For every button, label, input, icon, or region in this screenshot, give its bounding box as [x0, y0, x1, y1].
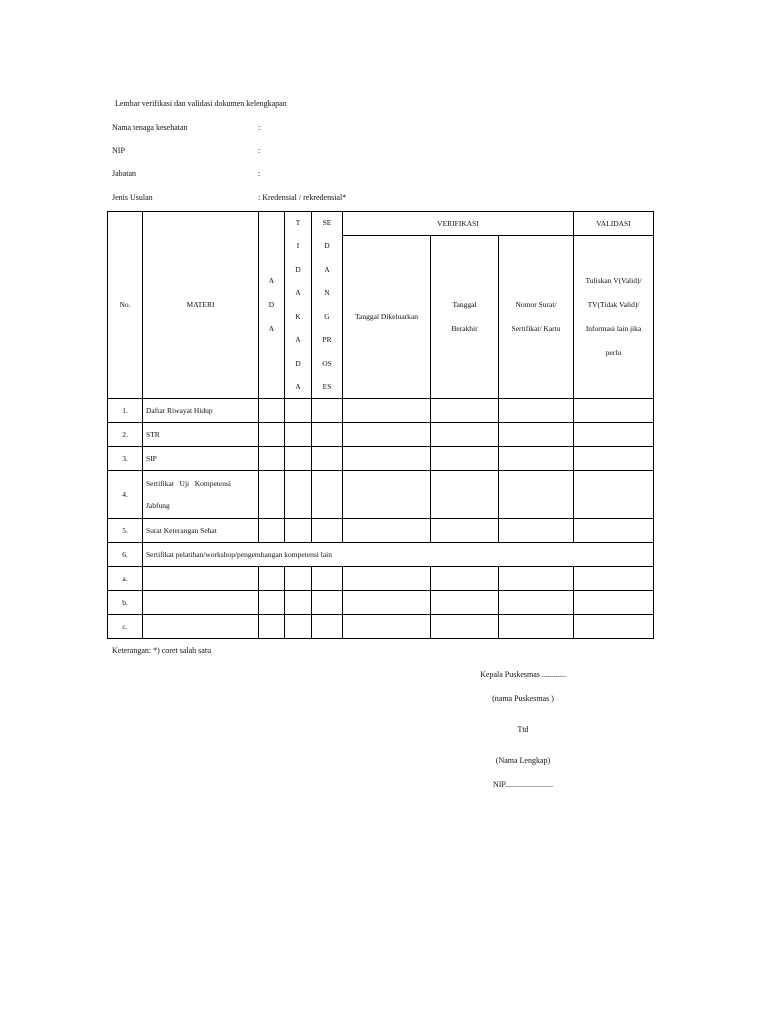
cell-validasi[interactable] [574, 519, 654, 543]
row-no: a. [108, 567, 143, 591]
field-value-nip: : [258, 146, 261, 155]
row-no: 1. [108, 399, 143, 423]
row-materi: Sertifikat pelatihan/workshop/pengembangan kompetensi lain [143, 543, 654, 567]
cell-tanggal-berakhir[interactable] [431, 567, 499, 591]
field-label-jabatan: Jabatan [112, 169, 136, 178]
header-validasi: VALIDASI [574, 212, 654, 236]
cell-tanggal-dikeluarkan[interactable] [343, 615, 431, 639]
cell-tanggal-dikeluarkan[interactable] [343, 519, 431, 543]
row-no: 2. [108, 423, 143, 447]
cell-tanggal-dikeluarkan[interactable] [343, 471, 431, 519]
cell-sedang-proses[interactable] [312, 399, 343, 423]
header-sedang-proses-char: A [324, 264, 330, 274]
header-validasi-line: perlu [605, 348, 622, 357]
row-materi[interactable] [143, 615, 259, 639]
field-label-nama: Nama tenaga kesehatan [112, 123, 188, 132]
header-sedang-proses-char: N [324, 288, 330, 298]
cell-validasi[interactable] [574, 447, 654, 471]
table-row [108, 543, 654, 567]
header-verifikasi: VERIFIKASI [343, 212, 574, 236]
cell-nomor-surat[interactable] [499, 471, 574, 519]
row-materi: SIP [143, 447, 259, 471]
header-tidak-ada-char: A [295, 288, 301, 298]
row-no: 3. [108, 447, 143, 471]
header-tanggal-berakhir [431, 236, 499, 399]
cell-sedang-proses[interactable] [312, 591, 343, 615]
document-title: Lembar verifikasi dan validasi dokumen kelengkapan [115, 99, 287, 108]
cell-tanggal-berakhir[interactable] [431, 615, 499, 639]
cell-tidak-ada[interactable] [285, 519, 312, 543]
header-materi: MATERI [143, 212, 259, 399]
cell-tanggal-berakhir[interactable] [431, 471, 499, 519]
row-no: c. [108, 615, 143, 639]
cell-nomor-surat[interactable] [499, 423, 574, 447]
row-materi-line: Sertifikat Uji Kompetensi [146, 478, 231, 488]
cell-tanggal-berakhir[interactable] [431, 423, 499, 447]
signature-ttd: Ttd [517, 725, 529, 734]
cell-nomor-surat[interactable] [499, 399, 574, 423]
table-row [108, 447, 654, 471]
table-row [108, 423, 654, 447]
table-row [108, 567, 654, 591]
field-value-nama: : [258, 123, 261, 132]
table-row [108, 519, 654, 543]
header-tidak-ada-char: K [295, 311, 301, 321]
nama-lengkap-label: (Nama Lengkap) [495, 756, 551, 765]
cell-tanggal-dikeluarkan[interactable] [343, 591, 431, 615]
header-validasi-line: TV(Tidak Valid)/ [587, 300, 640, 309]
header-no: No. [108, 212, 143, 399]
cell-tanggal-dikeluarkan[interactable] [343, 567, 431, 591]
cell-tanggal-dikeluarkan[interactable] [343, 399, 431, 423]
cell-sedang-proses[interactable] [312, 519, 343, 543]
table-row [108, 591, 654, 615]
cell-validasi[interactable] [574, 471, 654, 519]
header-nomor-surat [499, 236, 574, 399]
row-materi: STR [143, 423, 259, 447]
cell-tidak-ada[interactable] [285, 567, 312, 591]
cell-tidak-ada[interactable] [285, 591, 312, 615]
field-value-jenis-usulan: : Kredensial / rekredensial* [258, 193, 347, 202]
cell-tidak-ada[interactable] [285, 447, 312, 471]
field-label-nip: NIP [112, 146, 125, 155]
row-materi: Surat Keterangan Sehat [143, 519, 259, 543]
cell-ada[interactable] [259, 447, 285, 471]
row-no: b. [108, 591, 143, 615]
header-sedang-proses-char: PR [322, 335, 332, 345]
header-tidak-ada-char: A [295, 381, 301, 391]
cell-tanggal-dikeluarkan[interactable] [343, 423, 431, 447]
cell-sedang-proses[interactable] [312, 567, 343, 591]
header-nomor-surat-line: Sertifikat/ Kartu [511, 324, 561, 333]
cell-tidak-ada[interactable] [285, 615, 312, 639]
row-no: 6. [108, 543, 143, 567]
verification-table [107, 211, 654, 639]
cell-ada[interactable] [259, 471, 285, 519]
header-validasi-line: Tuliskan V(Valid)/ [585, 276, 642, 285]
cell-nomor-surat[interactable] [499, 447, 574, 471]
cell-tidak-ada[interactable] [285, 471, 312, 519]
row-materi: Daftar Riwayat Hidup [143, 399, 259, 423]
header-ada-char: A [268, 276, 275, 285]
header-tidak-ada [285, 212, 312, 399]
keterangan-note: Keterangan: *) coret salah satu [112, 646, 212, 655]
row-no: 5. [108, 519, 143, 543]
cell-ada[interactable] [259, 519, 285, 543]
cell-ada[interactable] [259, 615, 285, 639]
cell-tidak-ada[interactable] [285, 423, 312, 447]
header-ada [259, 212, 285, 399]
header-nomor-surat-line: Nomor Surat/ [515, 300, 557, 309]
header-tanggal-berakhir-line: Berakhir [451, 324, 478, 333]
header-tanggal-dikeluarkan: Tanggal Dikeluarkan [343, 236, 431, 399]
cell-nomor-surat[interactable] [499, 615, 574, 639]
row-materi-line: Jabfung [146, 500, 170, 510]
header-tidak-ada-char: I [296, 241, 300, 251]
field-value-jabatan: : [258, 169, 261, 178]
header-ada-char: D [268, 300, 275, 309]
table-row [108, 399, 654, 423]
cell-nomor-surat[interactable] [499, 591, 574, 615]
header-sedang-proses-char: G [324, 311, 330, 321]
cell-tanggal-berakhir[interactable] [431, 447, 499, 471]
signer-nip-label: NIP........................ [492, 780, 553, 789]
cell-nomor-surat[interactable] [499, 519, 574, 543]
cell-validasi[interactable] [574, 399, 654, 423]
cell-validasi[interactable] [574, 567, 654, 591]
cell-tanggal-berakhir[interactable] [431, 399, 499, 423]
cell-ada[interactable] [259, 591, 285, 615]
cell-validasi[interactable] [574, 423, 654, 447]
nama-puskesmas-label: (nama Puskesmas ) [492, 694, 554, 703]
cell-ada[interactable] [259, 423, 285, 447]
cell-sedang-proses[interactable] [312, 615, 343, 639]
row-materi [143, 471, 259, 519]
cell-sedang-proses[interactable] [312, 423, 343, 447]
header-tidak-ada-char: T [295, 218, 301, 227]
table-row [108, 615, 654, 639]
row-materi[interactable] [143, 567, 259, 591]
header-sedang-proses-char: D [324, 241, 330, 251]
row-materi[interactable] [143, 591, 259, 615]
cell-nomor-surat[interactable] [499, 567, 574, 591]
header-sedang-proses-char: SE [322, 218, 332, 227]
field-label-jenis-usulan: Jenis Usulan [112, 193, 153, 202]
header-tanggal-berakhir-line: Tanggal [452, 300, 477, 309]
header-validasi-line: Informasi lain jika [585, 324, 642, 333]
cell-validasi[interactable] [574, 591, 654, 615]
cell-sedang-proses[interactable] [312, 471, 343, 519]
cell-tanggal-dikeluarkan[interactable] [343, 447, 431, 471]
row-no: 4. [108, 471, 143, 519]
header-sedang-proses-char: ES [322, 381, 332, 391]
cell-validasi[interactable] [574, 615, 654, 639]
cell-tanggal-berakhir[interactable] [431, 591, 499, 615]
kepala-puskesmas-label: Kepala Puskesmas ............ [480, 670, 566, 679]
header-tidak-ada-char: A [295, 335, 301, 345]
header-validasi-instruksi [574, 236, 654, 399]
cell-ada[interactable] [259, 399, 285, 423]
header-ada-char: A [268, 324, 275, 333]
cell-tidak-ada[interactable] [285, 399, 312, 423]
cell-tanggal-berakhir[interactable] [431, 519, 499, 543]
header-sedang-proses-char: OS [322, 358, 332, 368]
table-row [108, 471, 654, 519]
header-tidak-ada-char: D [295, 358, 301, 368]
cell-sedang-proses[interactable] [312, 447, 343, 471]
header-tidak-ada-char: D [295, 264, 301, 274]
cell-ada[interactable] [259, 567, 285, 591]
header-sedang-proses [312, 212, 343, 399]
